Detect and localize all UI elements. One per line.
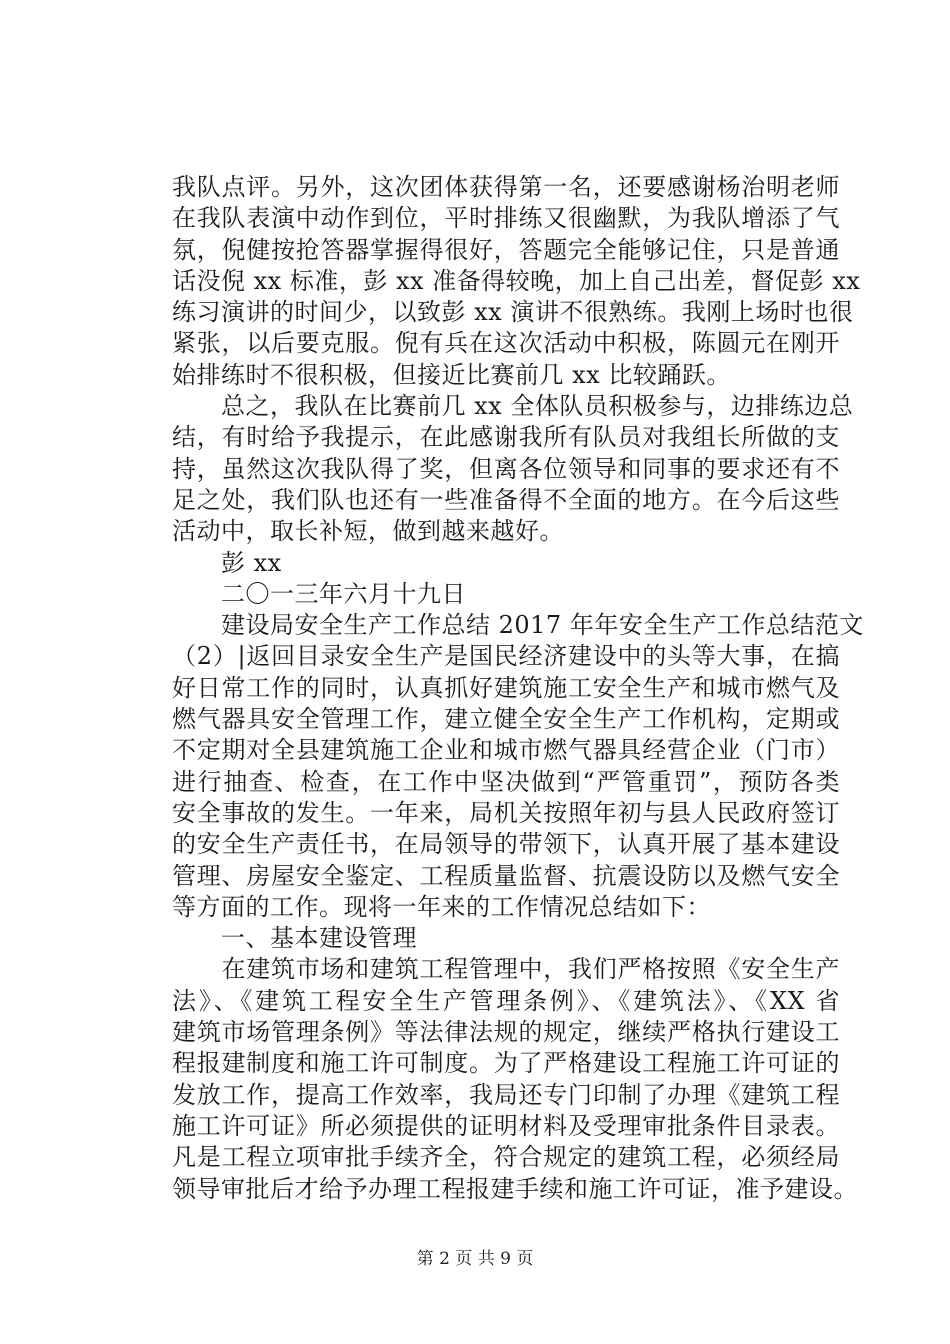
text-line: 好日常工作的同时，认真抓好建筑施工安全生产和城市燃气及 — [172, 673, 840, 702]
text-line: 凡是工程立项审批手续齐全，符合规定的建筑工程，必须经局 — [172, 1143, 840, 1172]
text-line: 安全事故的发生。一年来，局机关按照年初与县人民政府签订 — [172, 798, 840, 827]
text-line: 程报建制度和施工许可制度。为了严格建设工程施工许可证的 — [172, 1049, 840, 1078]
text-line: 我队点评。另外，这次团体获得第一名，还要感谢杨治明老师 — [172, 173, 840, 201]
text-line: 足之处，我们队也还有一些准备得不全面的地方。在今后这些 — [172, 485, 840, 514]
text-line: 建筑市场管理条例》等法律法规的规定，继续严格执行建设工 — [172, 1018, 840, 1047]
text-line: 管理、房屋安全鉴定、工程质量监督、抗震设防以及燃气安全 — [172, 861, 840, 890]
text-line: 一、基本建设管理 — [172, 924, 417, 953]
text-line: 施工许可证》所必须提供的证明材料及受理审批条件目录表。 — [172, 1111, 840, 1140]
text-line: 结，有时给予我提示，在此感谢我所有队员对我组长所做的支 — [172, 423, 840, 452]
text-line: 的安全生产责任书，在局领导的带领下，认真开展了基本建设 — [172, 830, 840, 859]
text-line: 建设局安全生产工作总结 2017 年年安全生产工作总结范文 — [172, 611, 864, 640]
text-line: 在建筑市场和建筑工程管理中，我们严格按照《安全生产 — [172, 955, 840, 984]
text-line: 发放工作，提高工作效率，我局还专门印制了办理《建筑工程 — [172, 1080, 840, 1109]
text-line: （2）|返回目录安全生产是国民经济建设中的头等大事，在搞 — [172, 642, 840, 671]
text-line: 不定期对全县建筑施工企业和城市燃气器具经营企业（门市） — [172, 736, 840, 765]
text-line: 练习演讲的时间少，以致彭 xx 演讲不很熟练。我刚上场时也很 — [172, 298, 854, 327]
text-line: 燃气器具安全管理工作，建立健全安全生产工作机构，定期或 — [172, 705, 840, 734]
text-line: 进行抽查、检查，在工作中坚决做到“严管重罚”，预防各类 — [172, 767, 840, 796]
text-line: 等方面的工作。现将一年来的工作情况总结如下： — [172, 892, 711, 921]
text-line: 活动中，取长补短，做到越来越好。 — [172, 517, 564, 546]
text-line: 持，虽然这次我队得了奖，但离各位领导和同事的要求还有不 — [172, 454, 840, 483]
page-footer: 第 2 页 共 9 页 — [416, 1249, 534, 1269]
document-body — [172, 172, 864, 1205]
text-line: 二〇一三年六月十九日 — [172, 579, 466, 608]
text-line: 氛，倪健按抢答器掌握得很好，答题完全能够记住，只是普通 — [172, 235, 840, 264]
text-line: 话没倪 xx 标准，彭 xx 准备得较晚，加上自己出差，督促彭 xx — [172, 266, 861, 295]
text-line: 彭 xx — [172, 548, 282, 577]
text-line: 总之，我队在比赛前几 xx 全体队员积极参与，边排练边总 — [172, 392, 854, 421]
text-line: 紧张，以后要克服。倪有兵在这次活动中积极，陈圆元在刚开 — [172, 329, 840, 358]
text-line: 领导审批后才给予办理工程报建手续和施工许可证，准予建设。 — [172, 1174, 858, 1203]
text-line: 在我队表演中动作到位，平时排练又很幽默，为我队增添了气 — [172, 204, 840, 233]
text-line: 法》、《建筑工程安全生产管理条例》、《建筑法》、《XX 省 — [172, 986, 840, 1015]
text-line: 始排练时不很积极，但接近比赛前几 xx 比较踊跃。 — [172, 360, 731, 389]
